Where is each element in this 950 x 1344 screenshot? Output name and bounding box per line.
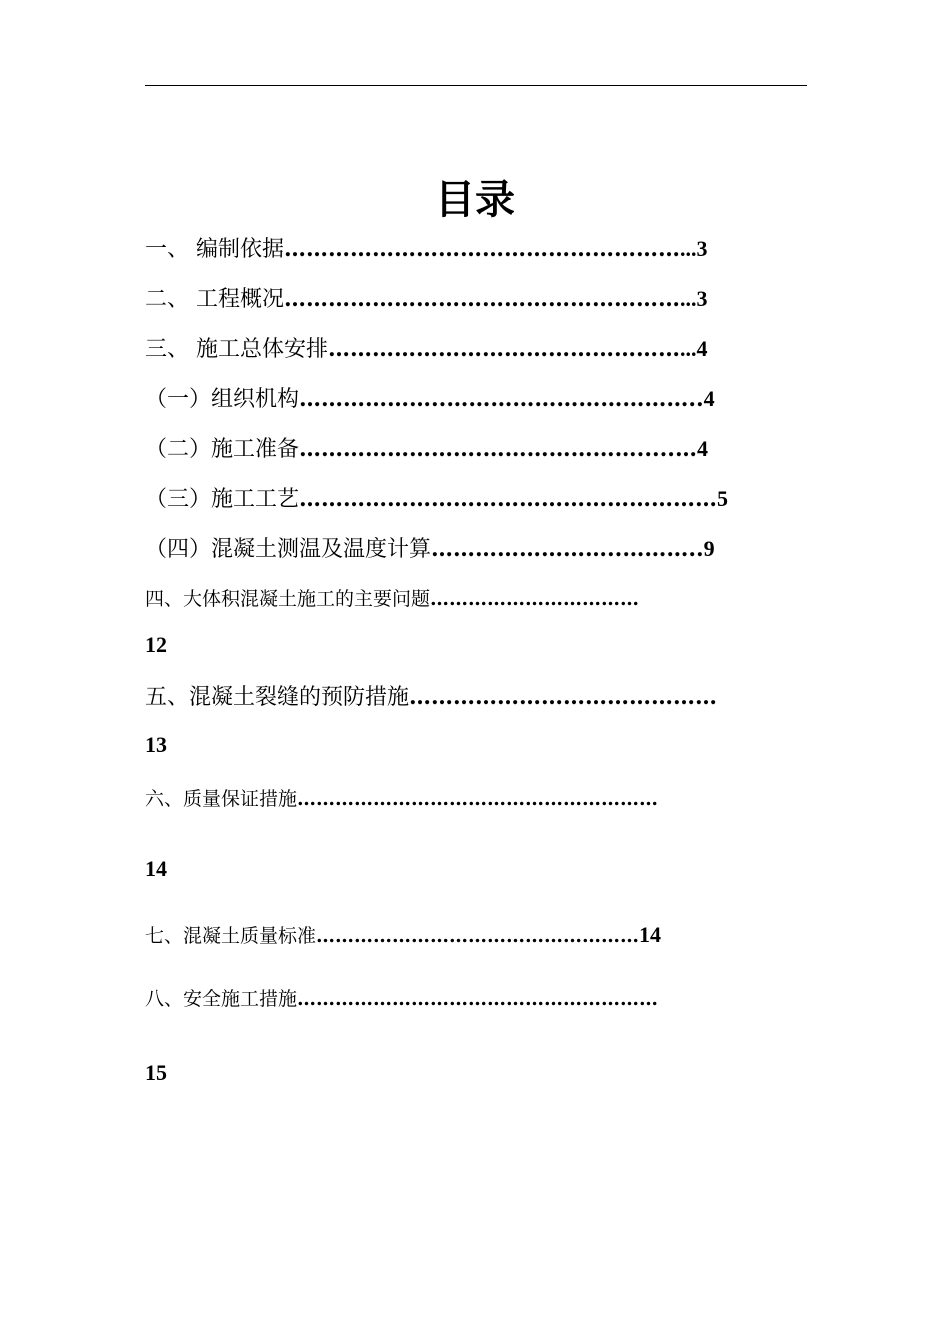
toc-entry-label: 五、混凝土裂缝的预防措施 [145,685,410,710]
toc-entry[interactable] [145,232,810,267]
toc-entry-label: 六、质量保证措施 [145,788,298,810]
toc-entry-label: （四）混凝土测温及温度计算 [145,537,432,562]
toc-entry-label: 一、 编制依据 [145,237,284,262]
toc-entry-label: （二）施工准备 [145,437,300,462]
toc-entry-page: 13 [145,732,167,757]
toc-entry-page: ...3 [680,286,708,311]
toc-entry-page: 14 [145,856,167,881]
toc-entry[interactable] [145,784,810,814]
toc-entry-page: 4 [703,386,715,411]
toc-entry-label: 七、混凝土质量标准 [145,925,317,947]
toc-entry-leader: ……………………………………………… [284,236,680,262]
toc-entry-leader: …………………………………… [409,684,718,710]
toc-entry-page: ...4 [680,336,708,361]
toc-entry-leader: ………………………………………… [328,336,680,362]
toc-entry[interactable] [145,920,810,951]
toc-entry-label: 八、安全施工措施 [145,988,298,1010]
toc-entry-page: 9 [703,536,715,561]
toc-title: 目录 [435,177,515,223]
toc-entry-leader: ………………………………………………… [299,486,718,512]
toc-entry[interactable] [145,332,810,367]
toc-entry[interactable] [145,282,810,317]
toc-entry[interactable] [145,680,810,715]
toc-entry[interactable] [145,532,810,567]
toc-entry-leader: …………………….………………….....… [299,436,697,462]
toc-entry-leader: ………………………………………………… [297,788,659,810]
toc-entry[interactable] [145,482,810,517]
toc-entry-label: （一）组织机构 [145,387,300,412]
toc-entry-leader: …………………………………………… [316,925,640,947]
toc-entry-leader: ……………………..……….. [431,536,704,562]
toc-entry-label: （三）施工工艺 [145,487,300,512]
toc-entry-label: 二、 工程概况 [145,287,284,312]
toc-entry-page: ...3 [680,236,708,261]
toc-entry-page: 12 [145,632,167,657]
toc-entry[interactable] [145,382,810,417]
toc-entry-page: 4 [696,436,708,461]
toc-entry-leader: ………………..…………………………….. [299,386,704,412]
toc-entry[interactable] [145,984,810,1014]
toc-entry[interactable] [145,584,810,614]
toc-entry-page: 14 [639,922,662,947]
toc-entry-page: 5 [717,486,729,511]
toc-entry-leader: ………………………………………………… [297,988,659,1010]
toc-entry-leader: …………………………… [430,588,640,610]
header-rule [145,85,807,86]
toc-entry-leader: ……………………………………………… [284,286,680,312]
toc-entry-label: 四、大体积混凝土施工的主要问题 [145,588,431,610]
toc-entry-label: 三、 施工总体安排 [145,337,328,362]
toc-entry-page: 15 [145,1060,167,1085]
toc-entry[interactable] [145,432,810,467]
